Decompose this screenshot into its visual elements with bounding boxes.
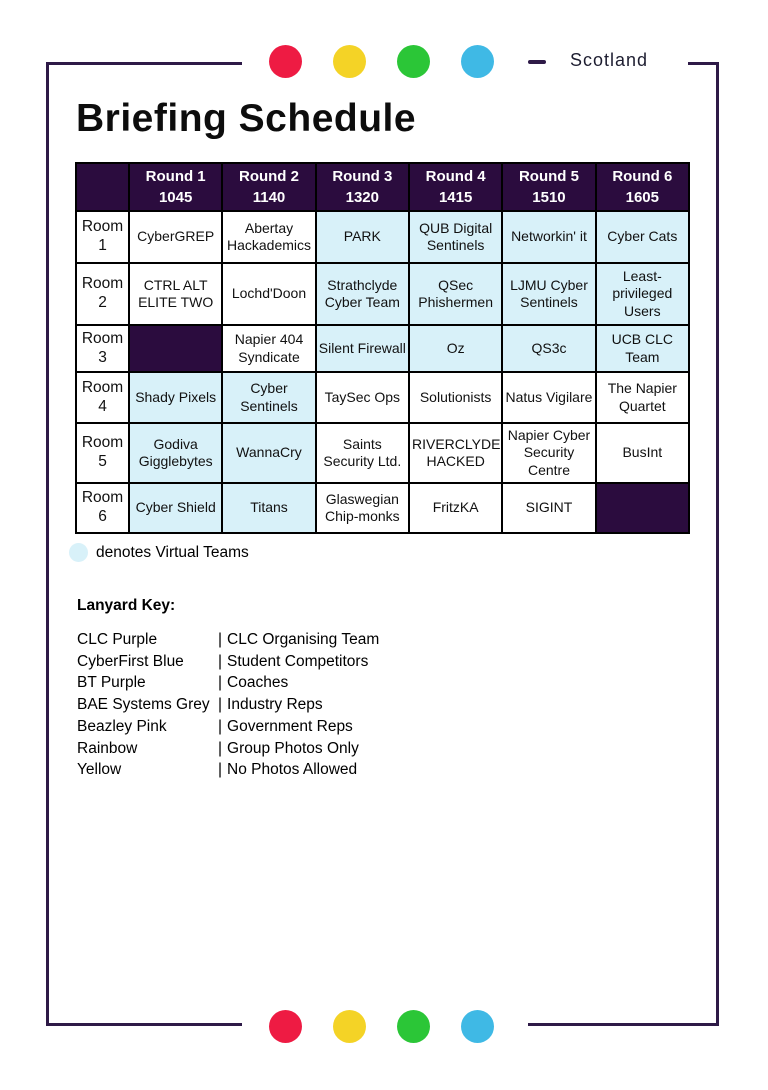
team-cell: RIVERCLYDE HACKED bbox=[409, 423, 502, 483]
lanyard-color-name: Rainbow bbox=[77, 739, 138, 757]
team-cell: Cyber Sentinels bbox=[222, 372, 315, 423]
bottom-decorative-dots bbox=[269, 1010, 494, 1043]
team-cell: QS3c bbox=[502, 325, 595, 372]
empty-cell bbox=[129, 325, 222, 372]
virtual-team-legend bbox=[69, 543, 249, 562]
lanyard-meaning: No Photos Allowed bbox=[227, 761, 358, 779]
lanyard-color-name: CyberFirst Blue bbox=[77, 652, 184, 670]
team-cell: Cyber Cats bbox=[596, 211, 689, 263]
decorative-dot-icon bbox=[461, 1010, 494, 1043]
schedule-table-body bbox=[76, 211, 689, 533]
decorative-dot-icon bbox=[269, 45, 302, 78]
schedule-row bbox=[76, 483, 689, 533]
lanyard-entry bbox=[77, 651, 379, 673]
room-label-cell: Room 3 bbox=[76, 325, 129, 372]
round-label: Round 3 bbox=[332, 168, 393, 185]
region-label: Scotland bbox=[570, 50, 649, 70]
team-cell: SIGINT bbox=[502, 483, 595, 533]
team-cell: QSec Phishermen bbox=[409, 263, 502, 325]
team-cell: Natus Vigilare bbox=[502, 372, 595, 423]
decorative-dot-icon bbox=[333, 45, 366, 78]
round-label: Round 4 bbox=[425, 168, 486, 185]
virtual-team-swatch-icon bbox=[69, 543, 88, 562]
corner-cell bbox=[76, 163, 129, 211]
team-cell: Napier 404 Syndicate bbox=[222, 325, 315, 372]
round-label: Round 6 bbox=[612, 168, 673, 185]
lanyard-color-name: Beazley Pink bbox=[77, 717, 167, 735]
round-header-cell bbox=[502, 163, 595, 211]
lanyard-entry bbox=[77, 716, 379, 738]
page-title: Briefing Schedule bbox=[76, 97, 417, 140]
round-time: 1605 bbox=[625, 189, 659, 206]
round-label: Round 5 bbox=[518, 168, 579, 185]
team-cell: Titans bbox=[222, 483, 315, 533]
room-label-cell: Room 1 bbox=[76, 211, 129, 263]
lanyard-separator: | bbox=[218, 652, 223, 670]
round-time: 1415 bbox=[438, 189, 473, 206]
round-label: Round 1 bbox=[145, 168, 206, 185]
round-time: 1320 bbox=[345, 189, 379, 206]
team-cell: BusInt bbox=[596, 423, 689, 483]
team-cell: Least-privileged Users bbox=[596, 263, 689, 325]
lanyard-entry bbox=[77, 694, 379, 716]
top-decorative-dots bbox=[269, 45, 494, 78]
room-label-cell: Room 2 bbox=[76, 263, 129, 325]
team-cell: Lochd'Doon bbox=[222, 263, 315, 325]
region-dash bbox=[528, 60, 546, 64]
lanyard-entry bbox=[77, 759, 379, 781]
round-header-cell bbox=[316, 163, 409, 211]
schedule-table bbox=[75, 162, 690, 534]
lanyard-meaning: CLC Organising Team bbox=[227, 631, 380, 648]
round-header-cell bbox=[596, 163, 689, 211]
round-time: 1045 bbox=[158, 189, 193, 206]
schedule-row bbox=[76, 372, 689, 423]
lanyard-separator: | bbox=[218, 717, 223, 735]
team-cell: Cyber Shield bbox=[129, 483, 222, 533]
empty-cell bbox=[596, 483, 689, 533]
decorative-dot-icon bbox=[397, 45, 430, 78]
schedule-row bbox=[76, 325, 689, 372]
team-cell: Solutionists bbox=[409, 372, 502, 423]
lanyard-color-name: BAE Systems Grey bbox=[77, 696, 210, 714]
team-cell: The Napier Quartet bbox=[596, 372, 689, 423]
team-cell: CyberGREP bbox=[129, 211, 222, 263]
lanyard-entry bbox=[77, 738, 379, 760]
team-cell: Networkin' it bbox=[502, 211, 595, 263]
room-label-cell: Room 5 bbox=[76, 423, 129, 483]
lanyard-separator: | bbox=[218, 739, 223, 757]
schedule-table-header bbox=[76, 163, 689, 211]
team-cell: TaySec Ops bbox=[316, 372, 409, 423]
schedule-row bbox=[76, 423, 689, 483]
team-cell: LJMU Cyber Sentinels bbox=[502, 263, 595, 325]
lanyard-meaning: Student Competitors bbox=[227, 652, 369, 670]
schedule-row bbox=[76, 263, 689, 325]
lanyard-meaning: Government Reps bbox=[227, 717, 353, 735]
lanyard-entry bbox=[77, 672, 379, 694]
lanyard-meaning: Coaches bbox=[227, 674, 289, 692]
team-cell: Napier Cyber Security Centre bbox=[502, 423, 595, 483]
lanyard-separator: | bbox=[218, 674, 223, 692]
team-cell: UCB CLC Team bbox=[596, 325, 689, 372]
lanyard-separator: | bbox=[218, 696, 223, 714]
team-cell: Oz bbox=[409, 325, 502, 372]
round-time: 1510 bbox=[532, 189, 566, 206]
lanyard-separator: | bbox=[218, 631, 223, 648]
round-header-cell bbox=[222, 163, 315, 211]
lanyard-entry bbox=[77, 629, 379, 651]
lanyard-color-name: CLC Purple bbox=[77, 631, 158, 648]
team-cell: Shady Pixels bbox=[129, 372, 222, 423]
team-cell: QUB Digital Sentinels bbox=[409, 211, 502, 263]
round-header-cell bbox=[129, 163, 222, 211]
lanyard-key-entries bbox=[77, 629, 379, 781]
schedule-row bbox=[76, 211, 689, 263]
lanyard-key-section bbox=[77, 597, 379, 781]
room-label-cell: Room 4 bbox=[76, 372, 129, 423]
room-label-cell: Room 6 bbox=[76, 483, 129, 533]
team-cell: FritzKA bbox=[409, 483, 502, 533]
team-cell: Godiva Gigglebytes bbox=[129, 423, 222, 483]
virtual-team-legend-text: denotes Virtual Teams bbox=[96, 543, 249, 561]
lanyard-color-name: Yellow bbox=[77, 761, 122, 779]
team-cell: Strathclyde Cyber Team bbox=[316, 263, 409, 325]
team-cell: WannaCry bbox=[222, 423, 315, 483]
lanyard-separator: | bbox=[218, 761, 223, 779]
team-cell: PARK bbox=[316, 211, 409, 263]
lanyard-key-heading: Lanyard Key: bbox=[77, 597, 176, 614]
round-header-cell bbox=[409, 163, 502, 211]
header-row bbox=[76, 163, 689, 211]
team-cell: CTRL ALT ELITE TWO bbox=[129, 263, 222, 325]
lanyard-meaning: Group Photos Only bbox=[227, 739, 359, 757]
lanyard-color-name: BT Purple bbox=[77, 674, 146, 692]
team-cell: Abertay Hackademics bbox=[222, 211, 315, 263]
decorative-dot-icon bbox=[461, 45, 494, 78]
decorative-dot-icon bbox=[333, 1010, 366, 1043]
team-cell: Saints Security Ltd. bbox=[316, 423, 409, 483]
team-cell: Silent Firewall bbox=[316, 325, 409, 372]
decorative-dot-icon bbox=[269, 1010, 302, 1043]
lanyard-meaning: Industry Reps bbox=[227, 696, 323, 714]
team-cell: Glaswegian Chip-monks bbox=[316, 483, 409, 533]
decorative-dot-icon bbox=[397, 1010, 430, 1043]
round-time: 1140 bbox=[252, 189, 286, 206]
round-label: Round 2 bbox=[238, 168, 299, 185]
